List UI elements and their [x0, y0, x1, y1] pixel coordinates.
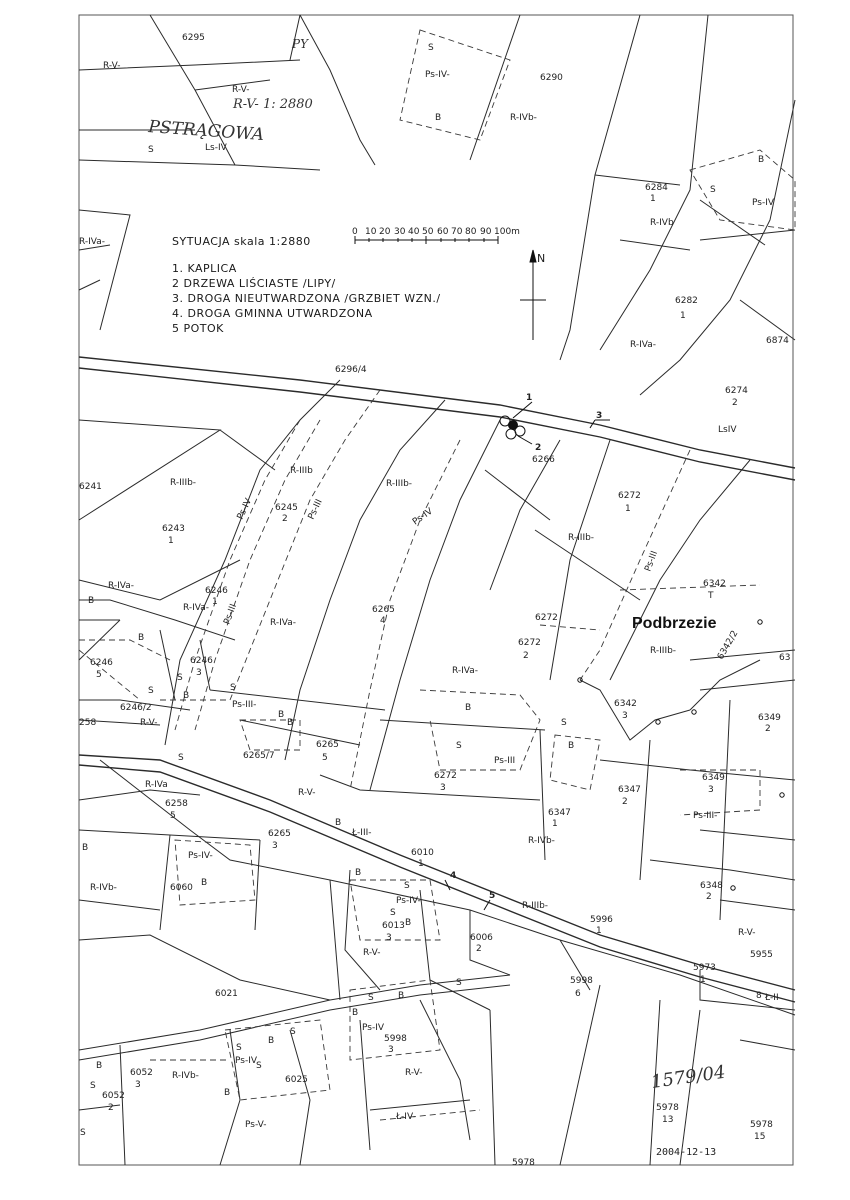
- parcel-number: 6013: [382, 921, 405, 931]
- parcel-number: 6246: [205, 586, 228, 596]
- landuse-class: R-IVa-: [108, 581, 135, 591]
- landuse-class: R-IVa-: [270, 618, 297, 628]
- landuse-class: Ps-III: [494, 756, 516, 766]
- parcel-number: 2: [108, 1103, 114, 1113]
- parcel-number: 5: [170, 811, 176, 821]
- parcel-number: 5998: [570, 976, 593, 986]
- landuse-class: R-IVb: [650, 218, 674, 228]
- landuse-class: Ps-IV: [362, 1023, 385, 1033]
- mark-letter: B: [287, 718, 294, 728]
- parcel-number: 5: [96, 670, 102, 680]
- mark-letter: S: [390, 908, 396, 918]
- parcel-number: 1: [418, 859, 424, 869]
- mark-letter: S: [236, 1043, 242, 1053]
- parcel-number: 3: [388, 1045, 394, 1055]
- landuse-class: R-IVa-: [630, 340, 657, 350]
- scale-tick-label: 80: [465, 227, 477, 237]
- parcel-number: 6265: [316, 740, 339, 750]
- landuse-class: Ps-III: [222, 602, 240, 627]
- parcel-number: 1: [700, 975, 706, 985]
- landuse-class: R-V-: [140, 718, 158, 728]
- parcel-number: 6348: [700, 881, 723, 891]
- parcel-number: 1: [650, 194, 656, 204]
- parcel-number: 1: [596, 926, 602, 936]
- parcel-number: 3: [440, 783, 446, 793]
- parcel-number: 6245: [275, 503, 298, 513]
- parcel-number: 258: [79, 718, 97, 728]
- landuse-class: R-IVa: [145, 780, 168, 790]
- landuse-class: R-IIIb-: [170, 478, 197, 488]
- parcel-number: 6265/7: [243, 751, 275, 761]
- legend-item: 4. DROGA GMINNA UTWARDZONA: [172, 307, 373, 320]
- parcel-number: 6265: [268, 829, 291, 839]
- mark-letter: S: [290, 1027, 296, 1037]
- mark-letter: B: [88, 596, 95, 606]
- mark-letter: S: [710, 185, 716, 195]
- mark-letter: B: [201, 878, 208, 888]
- scale-tick-label: 90: [480, 227, 492, 237]
- mark-letter: B: [268, 1036, 275, 1046]
- mark-letter: B: [352, 1008, 359, 1018]
- parcel-number: 1: [625, 504, 631, 514]
- parcel-number: 6265: [372, 605, 395, 615]
- parcel-number: 6243: [162, 524, 185, 534]
- mark-letter: B: [82, 843, 89, 853]
- parcel-number: 6274: [725, 386, 748, 396]
- parcel-number: 6284: [645, 183, 668, 193]
- parcel-number: 5996: [590, 915, 613, 925]
- landuse-class: Ps-III-: [232, 700, 257, 710]
- date-stamp: 2004-12-13: [656, 1147, 717, 1158]
- parcel-number: 3: [386, 933, 392, 943]
- legend-item: 3. DROGA NIEUTWARDZONA /GRZBIET WZN./: [172, 292, 441, 305]
- parcel-number: 6025: [285, 1075, 308, 1085]
- landuse-class: R-V-: [363, 948, 381, 958]
- mark-letter: S: [404, 881, 410, 891]
- scale-tick-label: 40: [408, 227, 420, 237]
- scale-tick-label: 70: [451, 227, 463, 237]
- scale-tick-label: 0: [352, 227, 358, 237]
- parcel-number: 6349: [702, 773, 725, 783]
- mark-letter: B: [96, 1061, 103, 1071]
- marker-4: 4: [450, 871, 457, 881]
- mark-letter: B: [758, 155, 765, 165]
- mark-letter: S: [256, 1061, 262, 1071]
- landuse-class: R-IIIb-: [522, 901, 549, 911]
- mark-letter: S: [428, 43, 434, 53]
- legend-item: 5 POTOK: [172, 322, 224, 335]
- landuse-class: Ps-V-: [245, 1120, 267, 1130]
- scale-tick-label: 60: [437, 227, 449, 237]
- parcel-number: 5955: [750, 950, 773, 960]
- parcel-number: 13: [662, 1115, 674, 1125]
- mark-letter: S: [90, 1081, 96, 1091]
- parcel-number: 6052: [102, 1091, 125, 1101]
- landuse-class: R-IIIb-: [650, 646, 677, 656]
- landuse-class: Ł-III-: [352, 828, 372, 838]
- reference-number: 1579/04: [649, 1061, 727, 1093]
- parcel-number: 6052: [130, 1068, 153, 1078]
- parcel-number: 1: [680, 311, 686, 321]
- parcel-number: 6282: [675, 296, 698, 306]
- mark-letter: S: [148, 686, 154, 696]
- parcel-number: 6246: [190, 656, 213, 666]
- mark-letter: B: [278, 710, 285, 720]
- mark-letter: B: [224, 1088, 231, 1098]
- parcel-number: 6241: [79, 482, 102, 492]
- landuse-class: Ps-IV-: [188, 851, 213, 861]
- parcel-number: 6296/4: [335, 365, 367, 375]
- scale-tick-label: 20: [379, 227, 391, 237]
- parcel-number: 6258: [165, 799, 188, 809]
- parcel-number: 6342/2: [715, 629, 741, 662]
- mark-letter: S: [456, 978, 462, 988]
- parcel-number: 3: [622, 711, 628, 721]
- parcel-number: 6246/2: [120, 703, 152, 713]
- mark-letter: B: [355, 868, 362, 878]
- parcel-number: 5973: [693, 963, 716, 973]
- parcel-number: 6060: [170, 883, 193, 893]
- parcel-number: 2: [622, 797, 628, 807]
- marker-5: 5: [489, 891, 496, 901]
- parcel-number: 6347: [548, 808, 571, 818]
- mark-letter: S: [456, 741, 462, 751]
- legend-item: 1. KAPLICA: [172, 262, 237, 275]
- parcel-number: 6006: [470, 933, 493, 943]
- mark-letter: S: [368, 993, 374, 1003]
- legend-title: SYTUACJA skala 1:2880: [172, 235, 311, 248]
- landuse-class: R-V-: [738, 928, 756, 938]
- landuse-class: Ł-II: [765, 993, 779, 1003]
- landuse-class: Ps-III: [643, 549, 661, 574]
- landuse-class: Ps-III: [306, 497, 325, 522]
- mark-letter: B: [465, 703, 472, 713]
- parcel-number: 1: [212, 597, 218, 607]
- mark-letter: B: [398, 991, 405, 1001]
- place-name-pstragowa: PSTRĄGOWA: [147, 117, 265, 146]
- mark-letter: S: [80, 1128, 86, 1138]
- parcel-number: 63: [779, 653, 791, 663]
- landuse-class: R-V-: [298, 788, 316, 798]
- landuse-class: Ł-IV-: [396, 1112, 416, 1122]
- legend-item: 2 DRZEWA LIŚCIASTE /LIPY/: [172, 277, 336, 290]
- parcel-number: 6010: [411, 848, 434, 858]
- landuse-class: Ps-IV: [410, 506, 435, 528]
- parcel-number: 3: [135, 1080, 141, 1090]
- landuse-class: Ps-IV: [752, 198, 775, 208]
- mark-letter: S: [561, 718, 567, 728]
- parcel-number: 6342: [703, 579, 726, 589]
- parcel-number: 6272: [518, 638, 541, 648]
- landuse-class: Ps-IV-: [425, 70, 450, 80]
- mark-letter: S: [178, 753, 184, 763]
- landuse-class: R-IVb-: [510, 113, 537, 123]
- parcel-number: T: [708, 591, 714, 601]
- landuse-class: R-V-: [232, 85, 250, 95]
- mark-letter: B: [335, 818, 342, 828]
- mark-letter: B: [183, 691, 190, 701]
- landuse-class: R-V-: [103, 61, 121, 71]
- mark-letter: B: [568, 741, 575, 751]
- parcel-number: 6246: [90, 658, 113, 668]
- parcel-number: 6272: [618, 491, 641, 501]
- landuse-class: R-IVa-: [79, 237, 106, 247]
- mark-letter: B: [405, 918, 412, 928]
- parcel-number: 6295: [182, 33, 205, 43]
- landuse-class: LsIV: [718, 425, 737, 435]
- parcel-number: 6272: [434, 771, 457, 781]
- parcel-number: 2: [476, 944, 482, 954]
- parcel-number: 1: [168, 536, 174, 546]
- parcel-number: 5978: [512, 1158, 535, 1168]
- marker-1: 1: [526, 393, 533, 403]
- parcel-number: 4: [380, 616, 386, 626]
- landuse-class: R-IVa-: [183, 603, 210, 613]
- landuse-class: R-IVb-: [90, 883, 117, 893]
- landuse-class: R-IIIb-: [568, 533, 595, 543]
- marker-2: 2: [535, 443, 542, 453]
- parcel-number: 6349: [758, 713, 781, 723]
- parcel-number: 2: [765, 724, 771, 734]
- landuse-class: R-IIIb-: [386, 479, 413, 489]
- parcel-number: 2: [732, 398, 738, 408]
- parcel-number: 5: [322, 753, 328, 763]
- parcel-number: 6874: [766, 336, 789, 346]
- marker-3: 3: [596, 411, 603, 421]
- landuse-class: Ps-IV: [235, 497, 255, 522]
- mark-letter: S: [177, 673, 183, 683]
- mark-letter: B: [138, 633, 145, 643]
- landuse-class: R-IIIb: [290, 466, 313, 476]
- landuse-class: R-IVb-: [172, 1071, 199, 1081]
- parcel-number: 15: [754, 1132, 766, 1142]
- parcel-number: 6: [575, 989, 581, 999]
- landuse-class: Ps-IV: [235, 1056, 258, 1066]
- sheet-label: PY: [292, 37, 308, 51]
- north-label: N: [537, 252, 546, 265]
- parcel-number: 6266: [532, 455, 555, 465]
- landuse-class: R-V-: [405, 1068, 423, 1078]
- scale-tick-label: 10: [365, 227, 377, 237]
- parcel-number: 6290: [540, 73, 563, 83]
- parcel-number: 3: [272, 841, 278, 851]
- scale-tick-label: 100m: [494, 227, 520, 237]
- landuse-class: R-IVa-: [452, 666, 479, 676]
- parcel-number: 2: [282, 514, 288, 524]
- parcel-number: 3: [196, 668, 202, 678]
- parcel-number: 6272: [535, 613, 558, 623]
- mark-letter: S: [148, 145, 154, 155]
- parcel-number: 2: [706, 892, 712, 902]
- parcel-number: 5978: [750, 1120, 773, 1130]
- parcel-number: 8: [756, 991, 762, 1001]
- landuse-class: R-IVb-: [528, 836, 555, 846]
- landuse-class: Ls-IV: [205, 143, 227, 153]
- parcel-number: 5978: [656, 1103, 679, 1113]
- handwritten-scale-note: R-V- 1: 2880: [233, 97, 313, 112]
- scale-tick-label: 30: [394, 227, 406, 237]
- parcel-number: 2: [523, 651, 529, 661]
- mark-letter: S: [230, 683, 236, 693]
- parcel-number: 6021: [215, 989, 238, 999]
- parcel-number: 3: [708, 785, 714, 795]
- scale-tick-label: 50: [422, 227, 434, 237]
- parcel-number: 1: [552, 819, 558, 829]
- landuse-class: Ps-IV-: [396, 896, 421, 906]
- parcel-number: 6342: [614, 699, 637, 709]
- mark-letter: B: [435, 113, 442, 123]
- landuse-class: Ps-III-: [693, 811, 718, 821]
- parcel-number: 5998: [384, 1034, 407, 1044]
- parcel-number: 6347: [618, 785, 641, 795]
- place-name-podbrzezie: Podbrzezie: [632, 615, 717, 632]
